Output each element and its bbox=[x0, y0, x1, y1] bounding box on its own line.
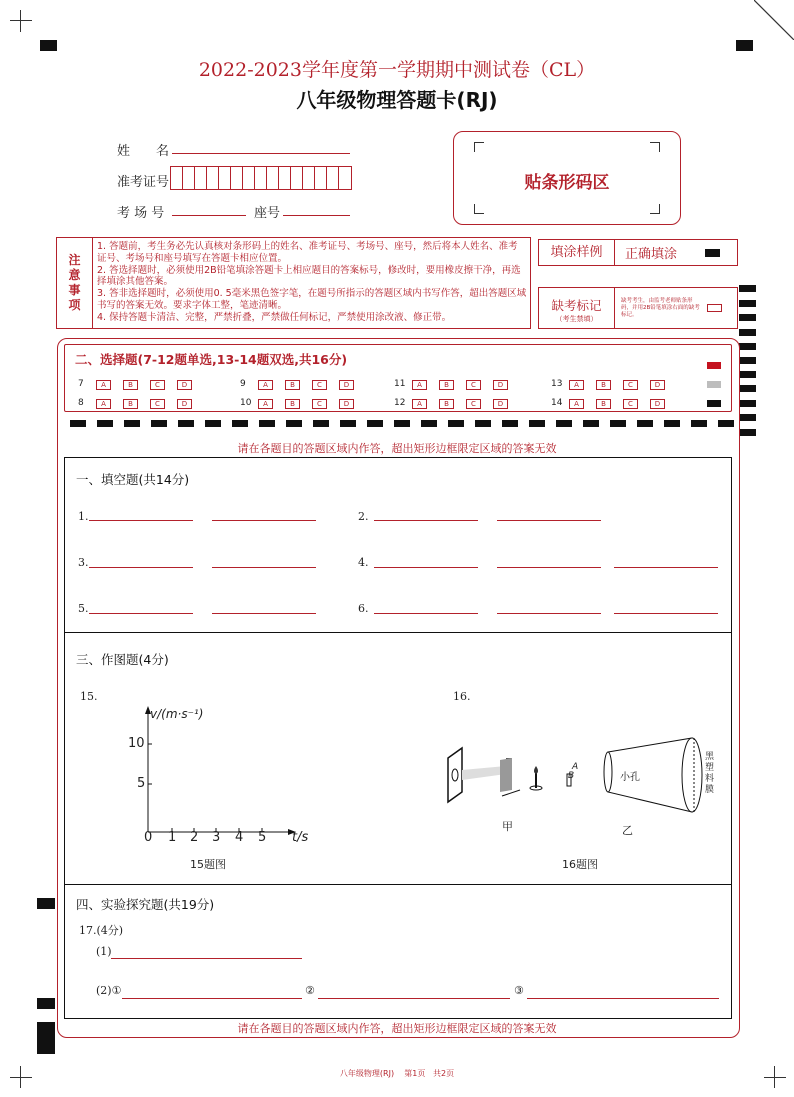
fill-num-2: 2. bbox=[358, 510, 369, 523]
q15-caption: 15题图 bbox=[190, 858, 226, 871]
answer-line[interactable] bbox=[497, 613, 601, 614]
answer-line[interactable] bbox=[374, 567, 478, 568]
timing-mark bbox=[37, 998, 55, 1009]
mc-option-bubble[interactable]: C bbox=[150, 399, 165, 409]
mc-option-bubble[interactable]: A bbox=[412, 399, 427, 409]
mc-option-bubble[interactable]: D bbox=[339, 399, 354, 409]
mc-question-number: 10 bbox=[240, 398, 252, 408]
card-subtitle: 八年级物理答题卡(RJ) bbox=[296, 88, 498, 112]
mc-question-number: 14 bbox=[551, 398, 563, 408]
light-beam bbox=[462, 766, 506, 780]
screen bbox=[448, 748, 462, 802]
legend-red bbox=[707, 362, 721, 369]
mc-option-bubble[interactable]: C bbox=[466, 380, 481, 390]
answer-line[interactable] bbox=[374, 520, 478, 521]
mc-option-bubble[interactable]: B bbox=[285, 380, 300, 390]
mc-option-bubble[interactable]: A bbox=[258, 399, 273, 409]
legend-gray bbox=[707, 381, 721, 388]
correct-fill-swatch bbox=[705, 249, 720, 257]
absent-mark-box bbox=[538, 287, 738, 329]
label-film: 黑 塑 料 膜 bbox=[705, 752, 715, 795]
timing-mark bbox=[232, 420, 248, 427]
mc-option-bubble[interactable]: C bbox=[466, 399, 481, 409]
id-label: 准考证号 bbox=[117, 175, 170, 190]
room-field[interactable] bbox=[172, 215, 246, 216]
timing-mark bbox=[691, 420, 707, 427]
timing-mark bbox=[583, 420, 599, 427]
mc-question-number: 11 bbox=[394, 379, 406, 389]
barcode-label: 贴条形码区 bbox=[524, 173, 610, 193]
x-tick-1: 1 bbox=[168, 830, 177, 845]
q17-circle-3: ③ bbox=[514, 984, 524, 997]
fill-num-1: 1. bbox=[78, 510, 89, 523]
timing-mark bbox=[37, 1022, 55, 1054]
x-tick-4: 4 bbox=[235, 830, 244, 845]
warning-top: 请在各题目的答题区域内作答，超出矩形边框限定区域的答案无效 bbox=[237, 442, 557, 455]
notes-heading: 注 意 事 项 bbox=[57, 238, 93, 328]
divider-2 bbox=[64, 884, 732, 885]
timing-mark bbox=[529, 420, 545, 427]
fill-num-3: 3. bbox=[78, 556, 89, 569]
timing-mark bbox=[736, 40, 753, 51]
answer-line[interactable] bbox=[111, 958, 302, 959]
vt-graph[interactable] bbox=[120, 700, 330, 850]
answer-line[interactable] bbox=[89, 520, 193, 521]
timing-mark bbox=[739, 314, 756, 321]
divider-1 bbox=[64, 632, 732, 633]
fill-section-title: 一、填空题(共14分) bbox=[76, 472, 190, 487]
absent-sub: （考生禁填） bbox=[555, 315, 598, 323]
corner-slash-top-right bbox=[754, 0, 794, 40]
timing-mark bbox=[718, 420, 734, 427]
q16-caption: 16题图 bbox=[562, 858, 598, 871]
seat-field[interactable] bbox=[283, 215, 350, 216]
timing-mark bbox=[637, 420, 653, 427]
mc-option-bubble[interactable]: A bbox=[412, 380, 427, 390]
timing-mark bbox=[739, 414, 756, 421]
timing-mark bbox=[286, 420, 302, 427]
experiment-section-title: 四、实验探究题(共19分) bbox=[76, 897, 215, 912]
fill-sample-box bbox=[538, 239, 738, 266]
mc-question-number: 9 bbox=[240, 379, 246, 389]
exam-title: 2022-2023学年度第一学期期中测试卷（CL） bbox=[198, 59, 596, 81]
x-axis-label: t/s bbox=[292, 830, 309, 845]
crop-mark-top-left bbox=[10, 20, 32, 21]
answer-line[interactable] bbox=[614, 567, 718, 568]
mc-option-bubble[interactable]: B bbox=[123, 399, 138, 409]
timing-mark bbox=[502, 420, 518, 427]
q16-number: 16. bbox=[453, 690, 471, 703]
answer-line[interactable] bbox=[89, 567, 193, 568]
q17-part1: (1) bbox=[96, 945, 112, 958]
mc-option-bubble[interactable]: C bbox=[623, 399, 638, 409]
mc-option-bubble[interactable]: C bbox=[150, 380, 165, 390]
q17-circle-2: ② bbox=[305, 984, 315, 997]
answer-line[interactable] bbox=[212, 613, 316, 614]
timing-mark bbox=[394, 420, 410, 427]
timing-mark bbox=[313, 420, 329, 427]
y-tick-5: 5 bbox=[137, 776, 146, 791]
timing-mark bbox=[739, 371, 756, 378]
mc-question-number: 7 bbox=[78, 379, 84, 389]
timing-mark bbox=[340, 420, 356, 427]
notes-box bbox=[56, 237, 531, 329]
timing-mark bbox=[70, 420, 86, 427]
mc-option-bubble[interactable]: D bbox=[493, 399, 508, 409]
q17-label: 17.(4分) bbox=[79, 924, 124, 937]
mc-option-bubble[interactable]: B bbox=[596, 399, 611, 409]
fill-sample-label: 填涂样例 bbox=[539, 240, 615, 265]
mc-option-bubble[interactable]: D bbox=[177, 380, 192, 390]
timing-mark bbox=[739, 400, 756, 407]
footer: 八年级物理(RJ) 第1页 共2页 bbox=[339, 1069, 455, 1078]
drawing-section-title: 三、作图题(4分) bbox=[76, 652, 169, 667]
timing-mark bbox=[556, 420, 572, 427]
mc-option-bubble[interactable]: A bbox=[569, 399, 584, 409]
barcode-area bbox=[453, 131, 681, 225]
timing-mark bbox=[610, 420, 626, 427]
timing-mark bbox=[151, 420, 167, 427]
answer-line[interactable] bbox=[122, 998, 302, 999]
mc-option-bubble[interactable]: B bbox=[285, 399, 300, 409]
timing-mark bbox=[739, 385, 756, 392]
answer-line[interactable] bbox=[614, 613, 718, 614]
x-tick-3: 3 bbox=[212, 830, 221, 845]
answer-line[interactable] bbox=[497, 520, 601, 521]
fill-num-6: 6. bbox=[358, 602, 369, 615]
timing-mark bbox=[475, 420, 491, 427]
q17-part2: (2)① bbox=[96, 984, 122, 997]
fill-num-4: 4. bbox=[358, 556, 369, 569]
mc-option-bubble[interactable]: C bbox=[312, 399, 327, 409]
mc-option-bubble[interactable]: C bbox=[623, 380, 638, 390]
label-jia: 甲 bbox=[502, 820, 513, 833]
name-field[interactable] bbox=[172, 153, 350, 154]
answer-line[interactable] bbox=[497, 567, 601, 568]
label-b: B bbox=[568, 771, 575, 781]
timing-mark bbox=[40, 40, 57, 51]
timing-mark bbox=[367, 420, 383, 427]
answer-line[interactable] bbox=[527, 998, 719, 999]
answer-line[interactable] bbox=[318, 998, 510, 999]
q15-number: 15. bbox=[80, 690, 98, 703]
timing-mark bbox=[739, 329, 756, 336]
x-tick-2: 2 bbox=[190, 830, 199, 845]
mc-option-bubble[interactable]: D bbox=[650, 399, 665, 409]
timing-mark bbox=[448, 420, 464, 427]
legend-black bbox=[707, 400, 721, 407]
room-label: 考 场 号 bbox=[117, 206, 165, 221]
timing-mark bbox=[37, 898, 55, 909]
absent-checkbox[interactable] bbox=[707, 304, 722, 312]
id-number-boxes[interactable] bbox=[170, 166, 352, 190]
mc-option-bubble[interactable]: A bbox=[96, 399, 111, 409]
mc-option-bubble[interactable]: B bbox=[123, 380, 138, 390]
pinhole-figure[interactable] bbox=[440, 730, 730, 830]
fill-num-5: 5. bbox=[78, 602, 89, 615]
timing-mark bbox=[739, 300, 756, 307]
answer-line[interactable] bbox=[89, 613, 193, 614]
mc-option-bubble[interactable]: D bbox=[493, 380, 508, 390]
seat-label: 座号 bbox=[254, 206, 281, 221]
answer-line[interactable] bbox=[212, 520, 316, 521]
x-tick-0: 0 bbox=[144, 830, 153, 845]
crop-mark-top-left-v bbox=[20, 10, 21, 32]
mc-question-number: 12 bbox=[394, 398, 406, 408]
notes-text: 1. 答题前，考生务必先认真核对条形码上的姓名、准考证号、考场号、座号，然后将本人姓名、准考证号、考场号和座号填写在答题卡相应位置。 2. 答选择题时，必须使用2B铅笔填涂答题卡上相应题目的答案标号，修改时，要用橡皮擦干净，再选择填涂其他答案。 3. 答非选择题时，必须使用0. 5毫米黑色签字笔，在题号所指示的答题区域内书写作答，超出答题区域书写的答案无效。要求字体工整，笔迹清晰。 4. 保持答题卡清洁、完整，严禁折叠，严禁做任何标记，严禁使用涂改液、修正带。 bbox=[97, 241, 527, 323]
correct-fill-label: 正确填涂 bbox=[625, 247, 678, 262]
mc-option-bubble[interactable]: D bbox=[177, 399, 192, 409]
timing-mark bbox=[178, 420, 194, 427]
timing-mark bbox=[205, 420, 221, 427]
timing-mark bbox=[739, 285, 756, 292]
answer-line[interactable] bbox=[212, 567, 316, 568]
absent-desc: 缺考考生，由监考老师贴条形码，并用2B铅笔填涂右面的缺考标记。 bbox=[621, 298, 700, 318]
warning-bottom: 请在各题目的答题区域内作答，超出矩形边框限定区域的答案无效 bbox=[237, 1022, 557, 1035]
y-tick-10: 10 bbox=[128, 736, 145, 751]
timing-mark bbox=[259, 420, 275, 427]
mc-question-number: 8 bbox=[78, 398, 84, 408]
timing-mark bbox=[739, 343, 756, 350]
mc-option-bubble[interactable]: A bbox=[258, 380, 273, 390]
mc-option-bubble[interactable]: B bbox=[439, 380, 454, 390]
mc-option-bubble[interactable]: B bbox=[596, 380, 611, 390]
label-yi: 乙 bbox=[622, 824, 633, 837]
x-tick-5: 5 bbox=[258, 830, 267, 845]
timing-mark bbox=[421, 420, 437, 427]
mc-option-bubble[interactable]: D bbox=[339, 380, 354, 390]
mc-option-bubble[interactable]: A bbox=[96, 380, 111, 390]
timing-mark bbox=[97, 420, 113, 427]
timing-mark bbox=[739, 429, 756, 436]
label-a: A bbox=[572, 762, 579, 772]
label-hole: 小孔 bbox=[620, 772, 640, 783]
mc-option-bubble[interactable]: A bbox=[569, 380, 584, 390]
mc-option-bubble[interactable]: B bbox=[439, 399, 454, 409]
timing-mark bbox=[739, 357, 756, 364]
mc-option-bubble[interactable]: C bbox=[312, 380, 327, 390]
y-axis-label: v/(m·s⁻¹) bbox=[150, 707, 204, 721]
mc-title: 二、选择题(7-12题单选,13-14题双选,共16分) bbox=[75, 352, 348, 367]
mc-option-bubble[interactable]: D bbox=[650, 380, 665, 390]
absent-label: 缺考标记 bbox=[551, 298, 602, 313]
answer-line[interactable] bbox=[374, 613, 478, 614]
name-label: 姓 名 bbox=[117, 144, 170, 159]
timing-mark bbox=[124, 420, 140, 427]
timing-mark bbox=[664, 420, 680, 427]
mc-question-number: 13 bbox=[551, 379, 563, 389]
